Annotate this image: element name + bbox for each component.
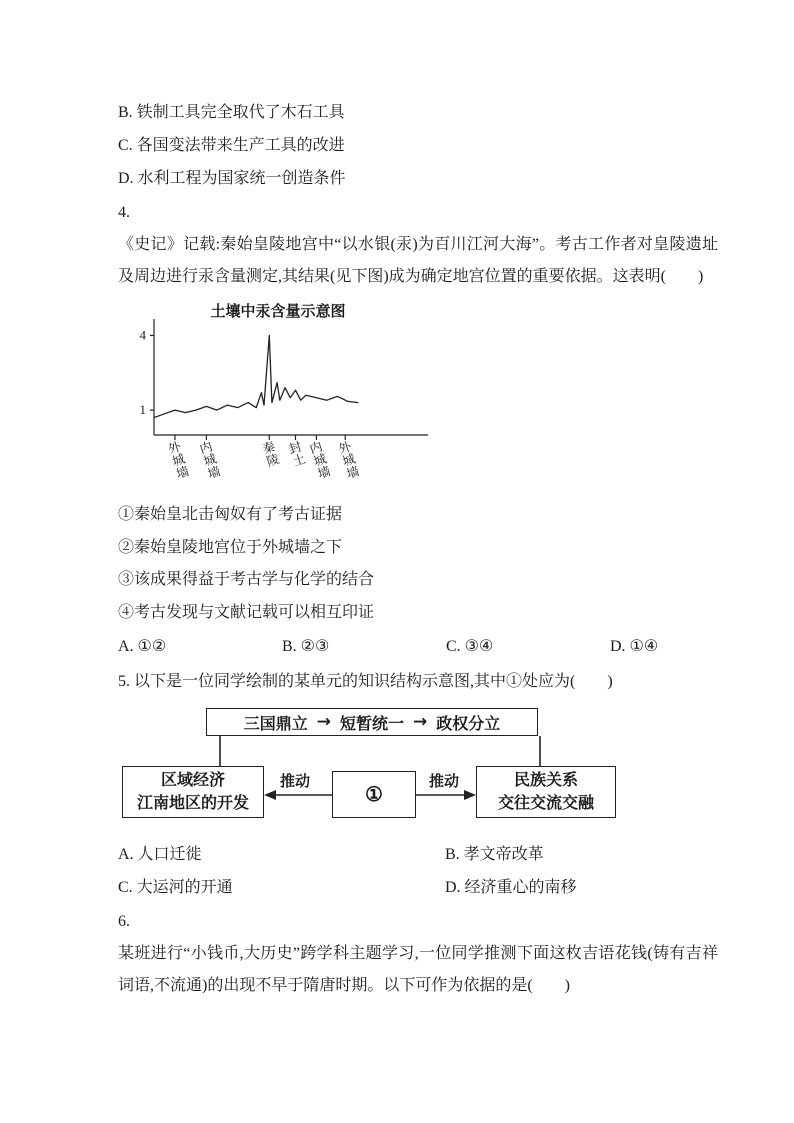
question-6-stem: 某班进行“小钱币,大历史”跨学科主题学习,一位同学推测下面这枚吉语花钱(铸有吉祥词语,不流通)的出现不早于隋唐时期。以下可作为依据的是( ) bbox=[118, 945, 718, 994]
q5-option-b: B. 孝文帝改革 bbox=[445, 846, 544, 863]
push-label-left: 推动 bbox=[280, 774, 311, 790]
svg-text:秦陵: 秦陵 bbox=[260, 439, 282, 470]
option-line-c: C. 各国变法带来生产工具的改进 bbox=[118, 137, 345, 154]
statement-1: ①秦始皇北击匈奴有了考古证据 bbox=[118, 506, 343, 523]
option-line-b: B. 铁制工具完全取代了木石工具 bbox=[118, 104, 345, 121]
svg-text:4: 4 bbox=[139, 327, 146, 343]
statement-3: ③该成果得益于考古学与化学的结合 bbox=[118, 571, 375, 588]
q5-option-d: D. 经济重心的南移 bbox=[445, 879, 577, 896]
right-arrow-icon: → bbox=[413, 712, 428, 732]
arrow-left-head-icon bbox=[264, 790, 276, 800]
left-box-line-2: 江南地区的开发 bbox=[136, 795, 249, 812]
svg-text:内城墙: 内城墙 bbox=[197, 439, 223, 482]
diagram-center-box: ① bbox=[332, 771, 416, 818]
diagram-left-box bbox=[122, 766, 264, 818]
question-4-number: 4. bbox=[118, 204, 130, 221]
mercury-chart-figure bbox=[126, 303, 718, 493]
question-6-number: 6. bbox=[118, 913, 130, 930]
option-line-d: D. 水利工程为国家统一创造条件 bbox=[118, 170, 346, 187]
right-arrow-icon: → bbox=[316, 712, 331, 732]
svg-text:封土: 封土 bbox=[287, 439, 308, 470]
left-box-line-1: 区域经济 bbox=[160, 772, 225, 789]
diagram-top-box bbox=[206, 708, 538, 736]
diagram-right-box bbox=[476, 766, 616, 818]
question-5-heading: 5. 以下是一位同学绘制的某单元的知识结构示意图,其中①处应为( ) bbox=[118, 673, 613, 690]
top-item-3: 政权分立 bbox=[436, 715, 501, 733]
statement-4: ④考古发现与文献记载可以相互印证 bbox=[118, 603, 375, 621]
statement-2: ②秦始皇陵地宫位于外城墙之下 bbox=[118, 538, 343, 556]
push-label-right: 推动 bbox=[429, 774, 460, 790]
q4-option-c: C. ③④ bbox=[446, 638, 494, 655]
svg-text:土壤中汞含量示意图: 土壤中汞含量示意图 bbox=[210, 304, 346, 320]
svg-text:外城墙: 外城墙 bbox=[336, 439, 362, 482]
question-4-stem: 《史记》记载:秦始皇陵地宫中“以水银(汞)为百川江河大海”。考古工作者对皇陵遗址及周边进行汞含量测定,其结果(见下图)成为确定地宫位置的重要依据。这表明( ) bbox=[118, 236, 718, 285]
top-item-2: 短暂统一 bbox=[339, 715, 404, 733]
top-item-1: 三国鼎立 bbox=[243, 715, 308, 733]
knowledge-structure-diagram bbox=[120, 708, 620, 826]
q5-option-c: C. 大运河的开通 bbox=[118, 879, 233, 896]
q5-option-a: A. 人口迁徙 bbox=[118, 846, 202, 863]
q4-option-b: B. ②③ bbox=[282, 638, 330, 655]
arrow-right-head-icon bbox=[464, 790, 476, 800]
q4-option-d: D. ①④ bbox=[610, 638, 659, 655]
right-box-line-1: 民族关系 bbox=[513, 772, 578, 789]
right-box-line-2: 交往交流交融 bbox=[497, 795, 594, 812]
svg-text:外城墙: 外城墙 bbox=[166, 439, 191, 482]
svg-text:1: 1 bbox=[139, 402, 146, 418]
svg-text:内城墙: 内城墙 bbox=[308, 439, 333, 482]
question-5-options bbox=[118, 838, 718, 904]
q4-option-a: A. ①② bbox=[118, 638, 167, 655]
question-4-options bbox=[118, 630, 718, 663]
mercury-line-chart-svg bbox=[126, 303, 466, 488]
